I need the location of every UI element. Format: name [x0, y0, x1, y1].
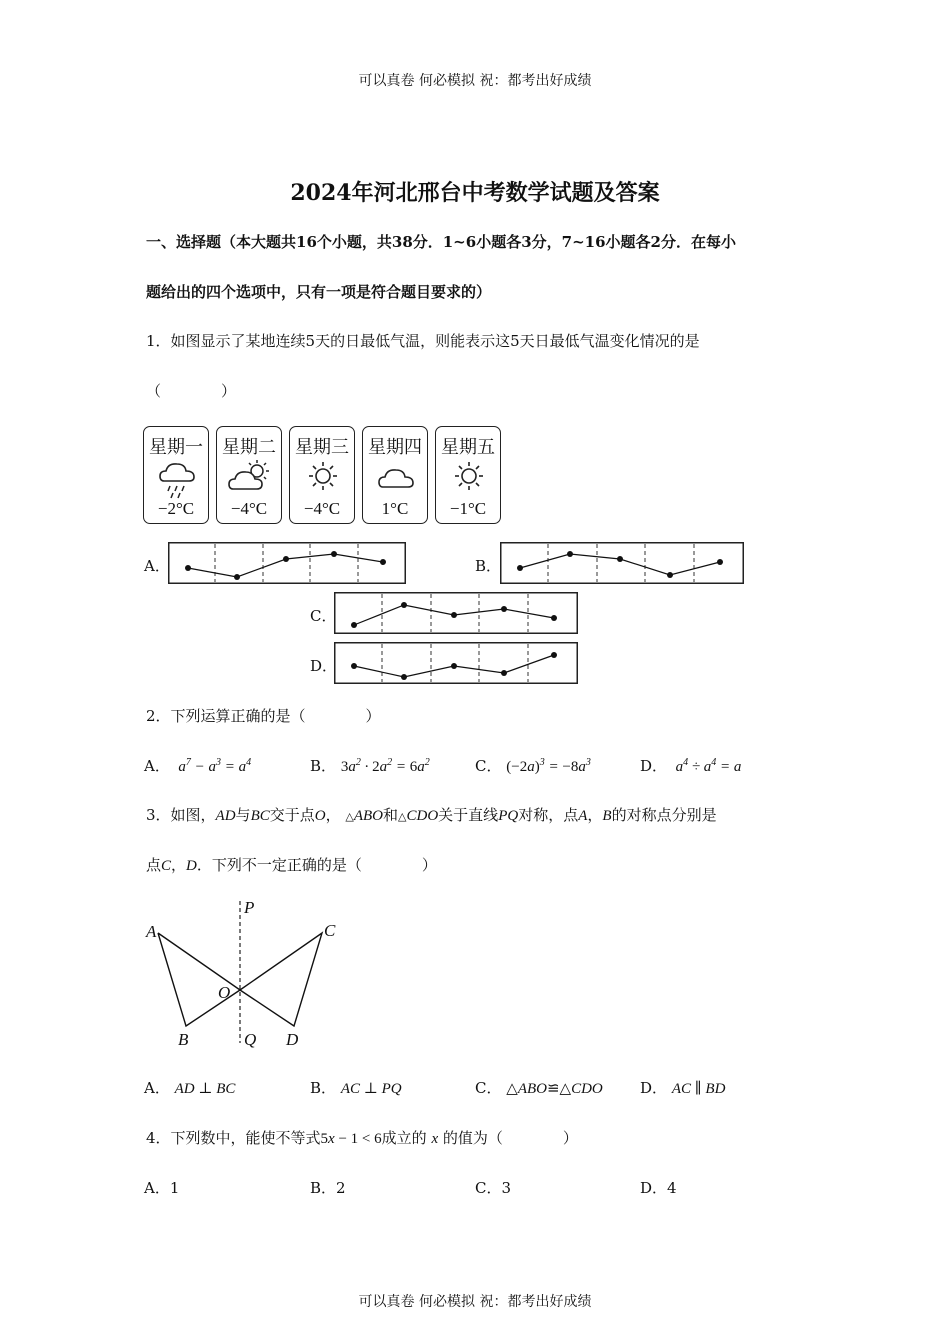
text: 点 — [146, 856, 162, 874]
text: 关于直线 — [438, 806, 499, 824]
option-letter: C． — [475, 1079, 502, 1097]
temperature: 1°C — [381, 499, 409, 518]
page-header: 可以真卷 何必模拟 祝：都考出好成绩 — [358, 73, 592, 89]
q4-option-b[interactable]: B．2 — [310, 1179, 346, 1197]
q4-option-c[interactable]: C．3 — [475, 1179, 512, 1197]
triangle-symbol: △ — [345, 810, 354, 823]
q1-option-c-graph[interactable] — [334, 592, 578, 634]
page-title: 2024年河北邢台中考数学试题及答案 — [290, 180, 660, 206]
label-o: O — [218, 983, 231, 1002]
weather-card-tuesday — [216, 426, 282, 524]
q3-option-b[interactable] — [310, 1077, 402, 1098]
question-3-line2: 点C，D．下列不一定正确的是（ ） — [146, 856, 437, 874]
option-letter: A． — [144, 757, 170, 775]
formula: △ABO≌△CDO — [506, 1081, 603, 1097]
math-ad: AD — [215, 808, 236, 824]
math-a: A — [578, 808, 588, 824]
triangle-symbol: △ — [398, 810, 407, 823]
label-c: C — [324, 921, 336, 940]
math-d: D — [186, 858, 197, 874]
text: 的值为（ ） — [442, 1129, 578, 1147]
option-letter: B． — [310, 757, 337, 775]
temperature: −4°C — [230, 499, 268, 518]
temperature: −2°C — [157, 499, 195, 518]
q1-option-d-graph[interactable] — [334, 642, 578, 684]
text: 与 — [235, 806, 251, 824]
q3-option-d[interactable] — [640, 1077, 725, 1098]
day-label: 星期三 — [295, 437, 349, 458]
text: 对称，点 — [518, 806, 579, 824]
weather-card-wednesday — [289, 426, 355, 524]
sun-icon — [450, 459, 488, 495]
math-pq: PQ — [498, 808, 519, 824]
day-label: 星期二 — [222, 437, 276, 458]
text: ．下列不一定正确的是（ ） — [196, 856, 437, 874]
text: 交于点 — [269, 806, 315, 824]
q4-option-d[interactable]: D．4 — [640, 1179, 677, 1197]
option-letter: D． — [640, 757, 668, 775]
temperature: −4°C — [303, 499, 341, 518]
formula: AC ∥ BD — [671, 1081, 726, 1097]
question-1-blank: （ ） — [146, 382, 237, 400]
inequality: 5x − 1 < 6 — [320, 1131, 382, 1147]
math-cdo: CDO — [406, 808, 439, 824]
q2-option-c[interactable] — [475, 755, 591, 776]
math-abo: ABO — [353, 808, 384, 824]
label-p: P — [244, 898, 255, 917]
formula: $a^7 - a^3 = a^4$ — [174, 757, 252, 775]
sun-icon — [304, 459, 342, 495]
q1-option-b-graph[interactable] — [500, 542, 744, 584]
q4-option-a[interactable]: A．1 — [144, 1179, 180, 1197]
option-letter: A． — [144, 1079, 170, 1097]
formula: AD ⊥ BC — [174, 1081, 236, 1097]
q1-option-d-label: D． — [310, 657, 338, 675]
weather-card-thursday — [362, 426, 428, 524]
q1-option-b-label: B． — [475, 557, 502, 575]
label-b: B — [178, 1030, 189, 1049]
q2-option-b[interactable] — [310, 755, 430, 776]
weather-card-monday — [143, 426, 209, 524]
section-heading-line2: 题给出的四个选项中，只有一项是符合题目要求的） — [146, 283, 492, 301]
option-letter: C． — [475, 757, 502, 775]
q2-option-d[interactable] — [640, 755, 741, 776]
q1-option-a-label: A． — [144, 557, 170, 575]
math-x: x — [431, 1131, 439, 1147]
day-label: 星期一 — [149, 437, 203, 458]
label-a: A — [146, 922, 157, 941]
q1-option-a-graph[interactable] — [168, 542, 406, 584]
text: 的对称点分别是 — [611, 806, 717, 824]
rain-cloud-icon — [158, 459, 196, 499]
question-3-line1: 3．如图，AD与BC交于点O， △ABO和△CDO关于直线PQ对称，点A，B的对称点分别是 — [146, 806, 717, 824]
day-label: 星期五 — [441, 437, 495, 458]
formula: AC ⊥ PQ — [340, 1081, 402, 1097]
q2-option-a[interactable] — [144, 755, 251, 776]
cloud-icon — [377, 459, 415, 495]
formula: $(-2a)^3 = -8a^3$ — [506, 757, 591, 775]
page-footer: 可以真卷 何必模拟 祝：都考出好成绩 — [358, 1294, 592, 1310]
q3-option-c[interactable] — [475, 1077, 603, 1098]
option-letter: B． — [310, 1079, 337, 1097]
text: 3．如图， — [146, 806, 216, 824]
math-bc: BC — [250, 808, 270, 824]
text: 4．下列数中，能使不等式 — [146, 1129, 321, 1147]
question-1-text: 1．如图显示了某地连续5天的日最低气温，则能表示这5天日最低气温变化情况的是 — [146, 332, 700, 350]
math-c: C — [161, 858, 172, 874]
label-q: Q — [244, 1030, 257, 1049]
temperature: −1°C — [449, 499, 487, 518]
formula: $a^4 \div a^4 = a$ — [671, 757, 742, 775]
question-2-text: 2．下列运算正确的是（ ） — [146, 707, 381, 725]
text: 和 — [383, 806, 399, 824]
question-4-text — [146, 1127, 578, 1148]
q1-option-c-label: C． — [310, 607, 337, 625]
formula: $3a^2 \cdot 2a^2 = 6a^2$ — [340, 757, 430, 775]
day-label: 星期四 — [368, 437, 422, 458]
text: 成立的 — [381, 1129, 427, 1147]
sun-cloud-icon — [228, 459, 272, 495]
q3-geometry-figure — [140, 893, 350, 1053]
label-d: D — [286, 1030, 299, 1049]
math-b: B — [602, 808, 612, 824]
q3-option-a[interactable] — [144, 1077, 235, 1098]
option-letter: D． — [640, 1079, 668, 1097]
section-heading-line1: 一、选择题（本大题共16个小题，共38分．1~6小题各3分，7~16小题各2分．在每小 — [146, 233, 736, 251]
math-o: O — [314, 808, 326, 824]
weather-card-friday — [435, 426, 501, 524]
